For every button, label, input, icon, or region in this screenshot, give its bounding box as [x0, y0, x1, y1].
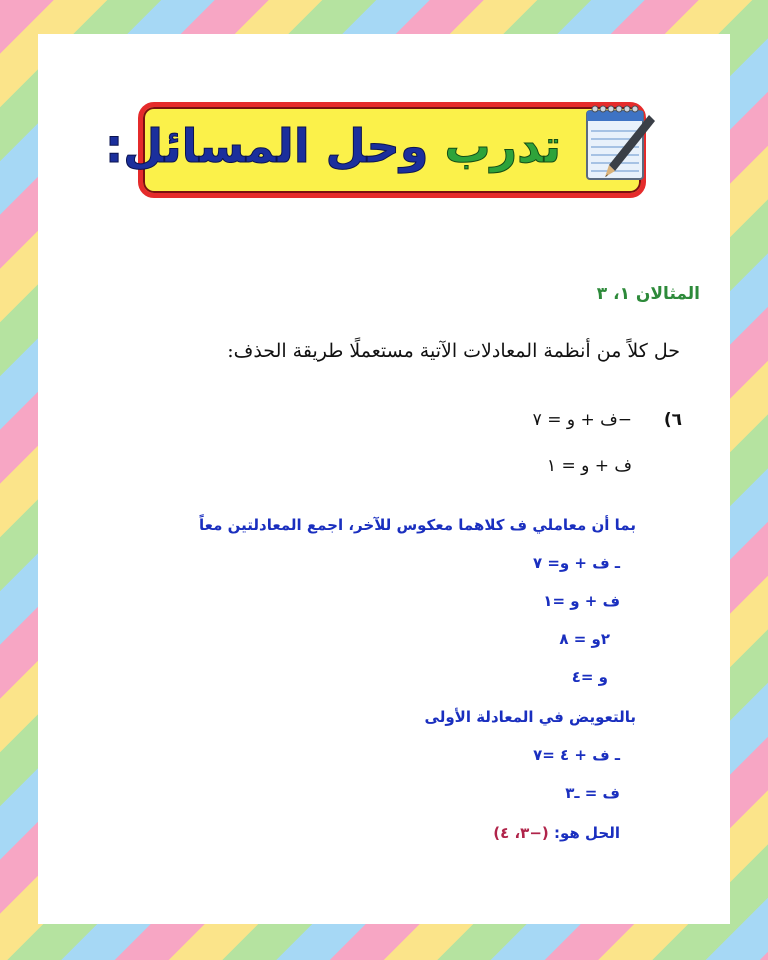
answer-value: (−٣، ٤): [493, 824, 549, 842]
problem-equation-2: ف + و = ١: [546, 456, 632, 476]
substitution-text: بالتعويض في المعادلة الأولى: [424, 708, 636, 726]
solution-line-2: ف + و =١: [543, 592, 620, 610]
banner-word-solve: وحل المسائل:: [104, 119, 429, 173]
answer-label: الحل هو:: [554, 824, 620, 842]
example-heading: المثالان ١، ٣: [596, 284, 700, 304]
title-banner: [104, 102, 646, 198]
banner-title: [105, 111, 561, 181]
solution-reason: بما أن معاملي ف كلاهما معكوس للآخر، اجمع المعادلتين معاً: [199, 516, 636, 534]
problem-equation-1: −ف + و = ٧: [532, 410, 632, 430]
solution-line-4: و =٤: [571, 668, 608, 686]
solution-line-6: ف = ـ٣: [565, 784, 620, 802]
notepad-pen-icon: [579, 101, 657, 187]
problem-number: ٦): [663, 410, 682, 430]
solution-line-3: ٢و = ٨: [559, 630, 610, 648]
instruction-text: حل كلاً من أنظمة المعادلات الآتية مستعملًا طريقة الحذف:: [227, 340, 680, 362]
solution-line-5: ـ ف + ٤ =٧: [533, 746, 620, 764]
worksheet-page: [38, 34, 730, 924]
solution-answer: [493, 824, 620, 842]
solution-line-1: ـ ف + و= ٧: [532, 554, 620, 572]
banner-word-practice: تدرب: [444, 119, 561, 173]
